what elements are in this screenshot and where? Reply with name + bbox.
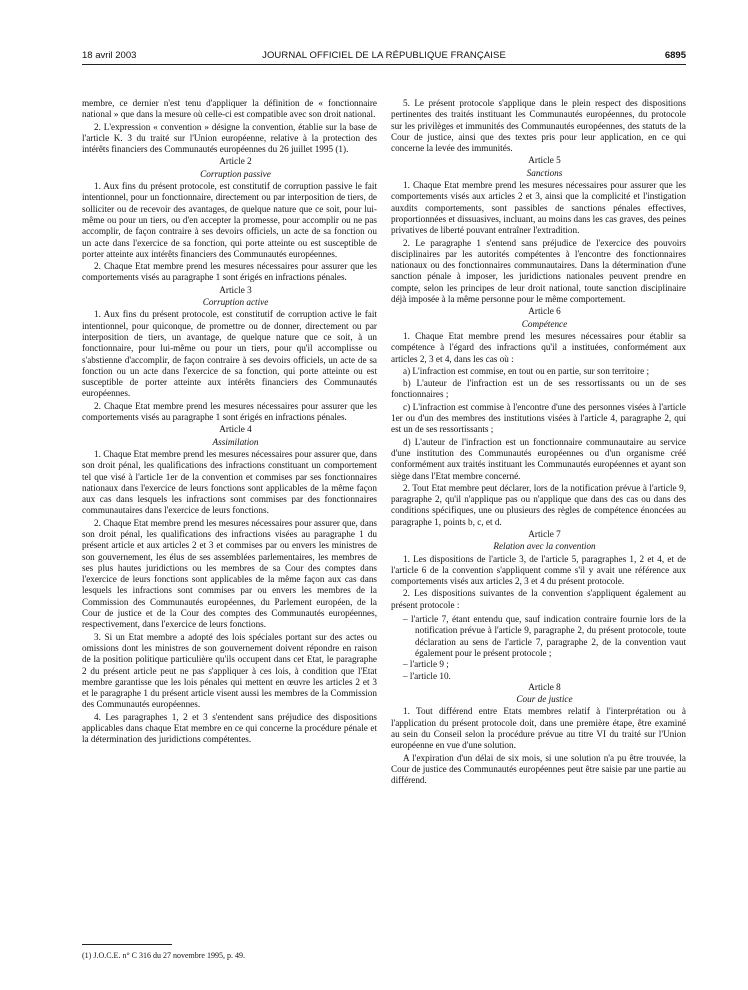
article-title: Article 8 bbox=[528, 681, 561, 692]
paragraph: 1. Chaque Etat membre prend les mesures nécessaires pour assurer que, dans son droit pénal, les qualifications des infractions constituant un comportement tel que visé à l'article 1er de la convention et commises par ses fonctionnaires nationaux dans l'exercice de leurs fonctions sont applicables de la même façon aux cas dans lesquels les infractions sont commises par des fonctionnaires communautaires dans l'exercice de leurs fonctions. bbox=[82, 448, 377, 516]
paragraph: 2. Le paragraphe 1 s'entend sans préjudice de l'exercice des pouvoirs disciplinaires par les autorités compétentes à l'encontre des fonctionnaires nationaux ou des fonctionnaires communautaires. Dans la détermination d'une sanction pénale à imposer, les juridictions nationales peuvent prendre en compte, selon les principes de leur droit national, toute sanction disciplinaire déjà imposée à la même personne pour le même comportement. bbox=[391, 237, 686, 305]
article-subtitle: Sanctions bbox=[526, 167, 563, 178]
paragraph: 1. Chaque Etat membre prend les mesures nécessaires pour assurer que les comportements visés aux articles 2 et 3, ainsi que la complicité et l'instigation auxdits comportements, sont passibles de sanctions pénales effectives, proportionnées et dissuasives, incluant, au moins dans les cas graves, des peines privatives de liberté pouvant entraîner l'extradition. bbox=[391, 180, 686, 236]
paragraph: 5. Le présent protocole s'applique dans le plein respect des dispositions pertinentes des traités instituant les Communautés européennes, du protocole sur les privilèges et immunités des Communautés européennes, des statuts de la Cour de justice, ainsi que des textes pris pour leur application, en ce qui concerne la levée des immunités. bbox=[391, 98, 686, 154]
paragraph: 2. Tout Etat membre peut déclarer, lors de la notification prévue à l'article 9, paragraphe 2, qu'il n'applique pas ou n'applique que dans des cas ou dans des conditions spécifiques, une ou plusieurs des règles de compétence énoncées au paragraphe 1, points b, c, et d. bbox=[391, 482, 686, 527]
article-subtitle: Corruption passive bbox=[200, 168, 271, 179]
footnote-divider bbox=[82, 944, 172, 945]
article-title: Article 7 bbox=[528, 528, 561, 539]
article-title: Article 3 bbox=[219, 284, 252, 295]
paragraph: 2. Chaque Etat membre prend les mesures nécessaires pour assurer que les comportements visés au paragraphe 1 sont érigés en infractions pénales. bbox=[82, 400, 377, 423]
paragraph: 1. Les dispositions de l'article 3, de l'article 5, paragraphes 1, 2 et 4, et de l'article 6 de la convention s'appliquent comme s'il y avait une référence aux comportements visés aux articles 2, 3 et 4 du présent protocole. bbox=[391, 553, 686, 587]
article-subtitle: Relation avec la convention bbox=[493, 541, 596, 552]
paragraph: 2. L'expression « convention » désigne la convention, établie sur la base de l'article K. 3 du traité sur l'Union européenne, relative à la protection des intérêts financiers des Communautés européennes du 26 juillet 1995 (1). bbox=[82, 121, 377, 155]
left-column bbox=[82, 98, 377, 747]
paragraph: 1. Chaque Etat membre prend les mesures nécessaires pour établir sa compétence à l'égard des infractions qu'il a instituées, conformément aux articles 2, 3 et 4, dans les cas où : bbox=[391, 330, 686, 364]
paragraph: 2. Chaque Etat membre prend les mesures nécessaires pour assurer que les comportements visés au paragraphe 1 sont érigés en infractions pénales. bbox=[82, 261, 377, 283]
article-subtitle: Corruption active bbox=[202, 297, 269, 308]
list-item: – l'article 10. bbox=[403, 670, 451, 681]
footnote: (1) J.O.C.E. n° C 316 du 27 novembre 1995, p. 49. bbox=[82, 951, 245, 960]
list-item: – l'article 7, étant entendu que, sauf indication contraire fournie lors de la notification prévue à l'article 9, paragraphe 2, du présent protocole, toute déclaration au sens de l'article 7, paragraphe 2, de la convention vaut également pour le présent protocole ; bbox=[403, 614, 686, 658]
article-title: Article 2 bbox=[219, 156, 252, 167]
article-title: Article 6 bbox=[528, 306, 561, 317]
header-date: 18 avril 2003 bbox=[82, 50, 137, 61]
journal-title: JOURNAL OFFICIEL DE LA RÉPUBLIQUE FRANÇAISE bbox=[262, 50, 506, 61]
provision-list bbox=[391, 614, 686, 682]
paragraph: 1. Aux fins du présent protocole, est constitutif de corruption active le fait intentionnel, pour quiconque, de promettre ou de donner, directement ou par interposition de tiers, un avantage, de quelque nature que ce soit, à un fonctionnaire, pour lui-même ou pour un tiers, pour qu'il accomplisse ou s'abstienne d'accomplir, de façon contraire à ses devoirs officiels, un acte de sa fonction ou un acte dans l'exercice de sa fonction, qui porte atteinte ou est susceptible de porter atteinte aux intérêts financiers des Communautés européennes. bbox=[82, 309, 377, 399]
paragraph: 2. Chaque Etat membre prend les mesures nécessaires pour assurer que, dans son droit pénal, les qualifications des infractions visées au paragraphe 1 du présent article et aux articles 2 et 3 et commises par ou envers les ministres de son gouvernement, les élus de ses assemblées parlementaires, les membres de ses plus hautes juridictions ou les membres de sa Cour des comptes dans l'exercice de leurs fonctions sont applicables de la même façon aux cas dans lesquels les infractions sont commises par ou envers les membres de la Commission des Communautés européennes, du Parlement européen, de la Cour de justice et de la Cour des comptes des Communautés européennes, respectivement, dans l'exercice de leurs fonctions. bbox=[82, 517, 377, 630]
article-subtitle: Cour de justice bbox=[516, 694, 573, 705]
paragraph: membre, ce dernier n'est tenu d'appliquer la définition de « fonctionnaire national » que dans la mesure où celle-ci est compatible avec son droit national. bbox=[82, 98, 377, 120]
paragraph: a) L'infraction est commise, en tout ou en partie, sur son territoire ; bbox=[403, 365, 650, 376]
paragraph: 3. Si un Etat membre a adopté des lois spéciales portant sur des actes ou omissions dont les ministres de son gouvernement doivent répondre en raison de la position politique particulière qu'ils occupent dans cet Etat, le paragraphe 2 du présent article peut ne pas s'appliquer à ces lois, à condition que l'Etat membre garantisse que les lois pénales qui mettent en œuvre les articles 2 et 3 et le paragraphe 1 du présent article visent aussi les membres de la Commission des Communautés européennes. bbox=[82, 631, 377, 710]
article-subtitle: Compétence bbox=[521, 318, 568, 329]
paragraph: c) L'infraction est commise à l'encontre d'une des personnes visées à l'article 1er ou d'un des membres des institutions visées à l'article 4, paragraphe 2, qui est un de ses ressortissants ; bbox=[391, 401, 686, 435]
paragraph: A l'expiration d'un délai de six mois, si une solution n'a pu être trouvée, la Cour de justice des Communautés européennes peut être saisie par une partie au différend. bbox=[391, 752, 686, 786]
paragraph: d) L'auteur de l'infraction est un fonctionnaire communautaire au service d'une institution des Communautés européennes ou d'un organisme créé conformément aux traités instituant les Communautés européennes et ayant son siège dans l'Etat membre concerné. bbox=[391, 436, 686, 481]
paragraph: 1. Aux fins du présent protocole, est constitutif de corruption passive le fait intentionnel, pour un fonctionnaire, directement ou par interposition de tiers, de solliciter ou de recevoir des avantages, de quelque nature que ce soit, pour lui-même ou pour un tiers, ou d'en accepter la promesse, pour accomplir ou ne pas accomplir, de façon contraire à ses devoirs officiels, un acte de sa fonction ou un acte dans l'exercice de sa fonction, qui porte atteinte ou est susceptible de porter atteinte aux intérêts financiers des Communautés européennes. bbox=[82, 181, 377, 259]
header-divider bbox=[82, 64, 686, 65]
article-subtitle: Assimilation bbox=[212, 436, 259, 447]
right-column bbox=[391, 98, 686, 788]
paragraph: 4. Les paragraphes 1, 2 et 3 s'entendent sans préjudice des dispositions applicables dans chaque Etat membre en ce qui concerne la procédure pénale et la détermination des juridictions compétentes. bbox=[82, 711, 377, 745]
paragraph: 1. Tout différend entre Etats membres relatif à l'interprétation ou à l'application du présent protocole doit, dans une première étape, être examiné au sein du Conseil selon la procédure prévue au titre VI du traité sur l'Union européenne en vue d'une solution. bbox=[391, 706, 686, 751]
article-title: Article 4 bbox=[219, 424, 252, 435]
page-number: 6895 bbox=[664, 50, 686, 61]
paragraph: b) L'auteur de l'infraction est un de ses ressortissants ou un de ses fonctionnaires ; bbox=[391, 378, 686, 400]
paragraph: 2. Les dispositions suivantes de la convention s'appliquent également au présent protocole : bbox=[391, 588, 686, 610]
list-item: – l'article 9 ; bbox=[403, 659, 449, 670]
article-title: Article 5 bbox=[528, 155, 561, 166]
